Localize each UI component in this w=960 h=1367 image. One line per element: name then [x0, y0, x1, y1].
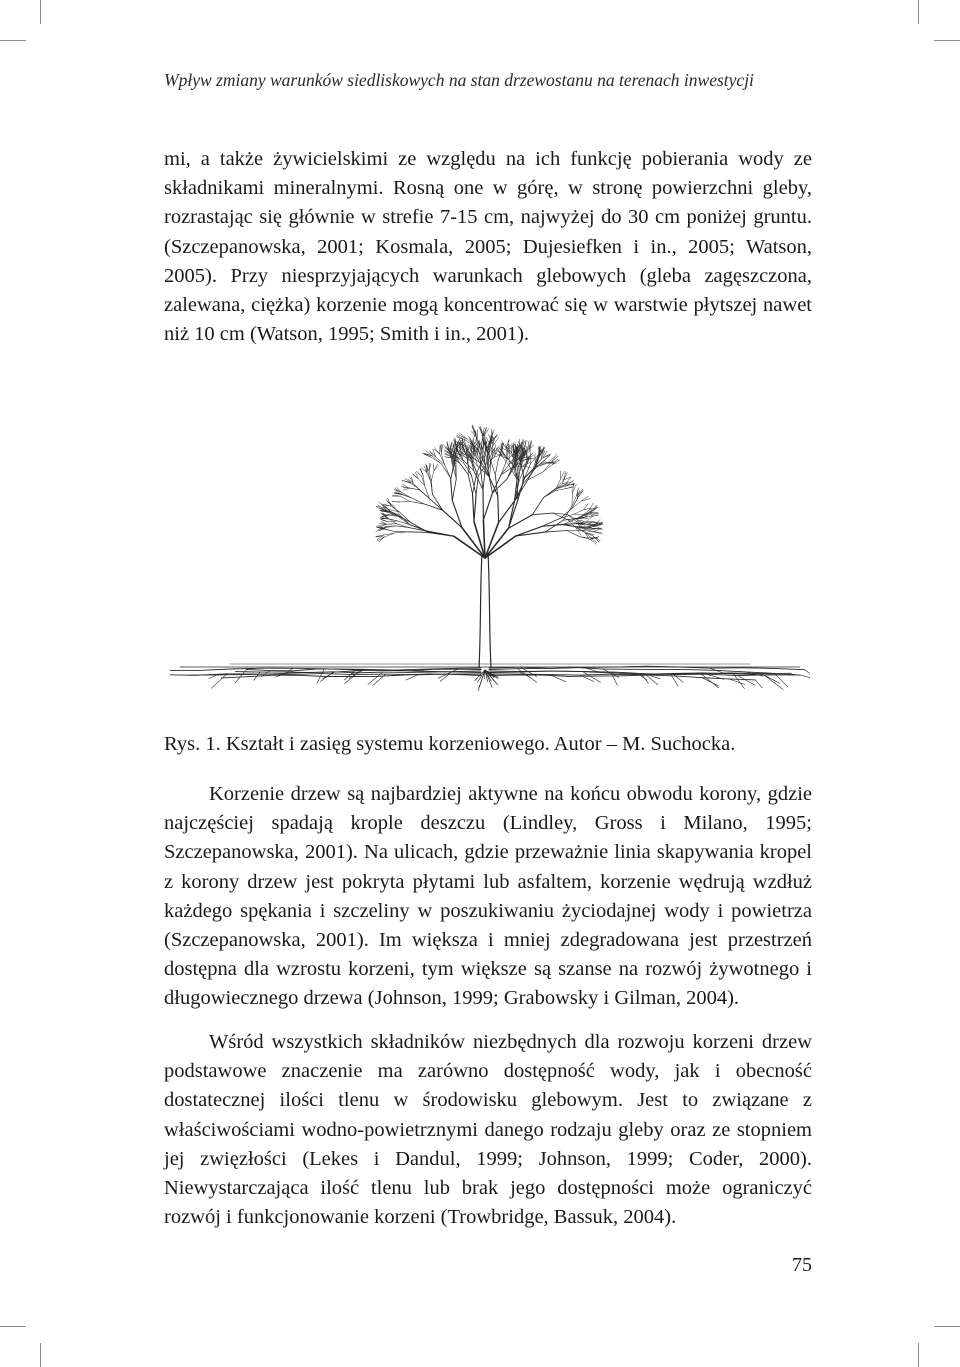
paragraph-water-oxygen: Wśród wszystkich składników niezbędnych dla rozwoju korzeni drzew podstawowe znaczenie ma zarówno dostępność wody, jak i obecność dostatecznej ilości tlenu w środowisku glebowym. Jest to związane z właściwościami wodno-powietrznymi danego rodzaju gleby oraz ze stopniem jej zwięzłości (Lekes i Dandul, 1999; Johnson, 1999; Coder, 2000). Niewystarczająca ilość tlenu lub brak jego dostępności może ograniczyć rozwój i funkcjonowanie korzeni (Trowbridge, Bassuk, 2004). [164, 1031, 812, 1229]
tree-root-system-illustration [170, 418, 810, 708]
crop-mark-bottom-right-v [918, 1343, 919, 1367]
crop-mark-top-right-h [934, 40, 960, 41]
crop-mark-bottom-left-h [0, 1326, 26, 1327]
crop-mark-bottom-left-v [40, 1343, 41, 1367]
crop-mark-top-left-v [40, 0, 41, 24]
page-number: 75 [792, 1254, 812, 1276]
crop-mark-bottom-right-h [934, 1326, 960, 1327]
running-header: Wpływ zmiany warunków siedliskowych na stan drzewostanu na terenach inwestycji [164, 70, 754, 90]
paragraph-roots-activity: Korzenie drzew są najbardziej aktywne na końcu obwodu korony, gdzie najczęściej spadają krople deszczu (Lindley, Gross i Milano, 1995; Szczepanowska, 2001). Na ulicach, gdzie przeważnie linia skapywania kropel z korony drzew jest pokryta płytami lub asfaltem, korzenie wędrują wzdłuż każdego spękania i szczeliny w poszukiwaniu życiodajnej wody i powietrza (Szczepanowska, 2001). Im większa i mniej zdegradowana jest przestrzeń dostępna dla wzrostu korzeni, tym większe są szanse na rozwój żywotnego i długowiecznego drzewa (Johnson, 1999; Grabowsky i Gilman, 2004). [164, 783, 812, 1010]
paragraph-intro: mi, a także żywicielskimi ze względu na ich funkcję pobierania wody ze składnikami mineralnymi. Rosną one w górę, w stronę powierzchni gleby, rozrastając się głównie w strefie 7-15 cm, najwyżej do 30 cm poniżej gruntu. (Szczepanowska, 2001; Kosmala, 2005; Dujesiefken i in., 2005; Watson, 2005). Przy niesprzyjających warunkach glebowych (gleba zagęszczona, zalewana, ciężka) korzenie mogą koncentrować się w warstwie płytszej nawet niż 10 cm (Watson, 1995; Smith i in., 2001). [164, 148, 812, 346]
crop-mark-top-left-h [0, 40, 26, 41]
figure-caption: Rys. 1. Kształt i zasięg systemu korzeniowego. Autor – M. Suchocka. [164, 733, 736, 755]
crop-mark-top-right-v [918, 0, 919, 24]
